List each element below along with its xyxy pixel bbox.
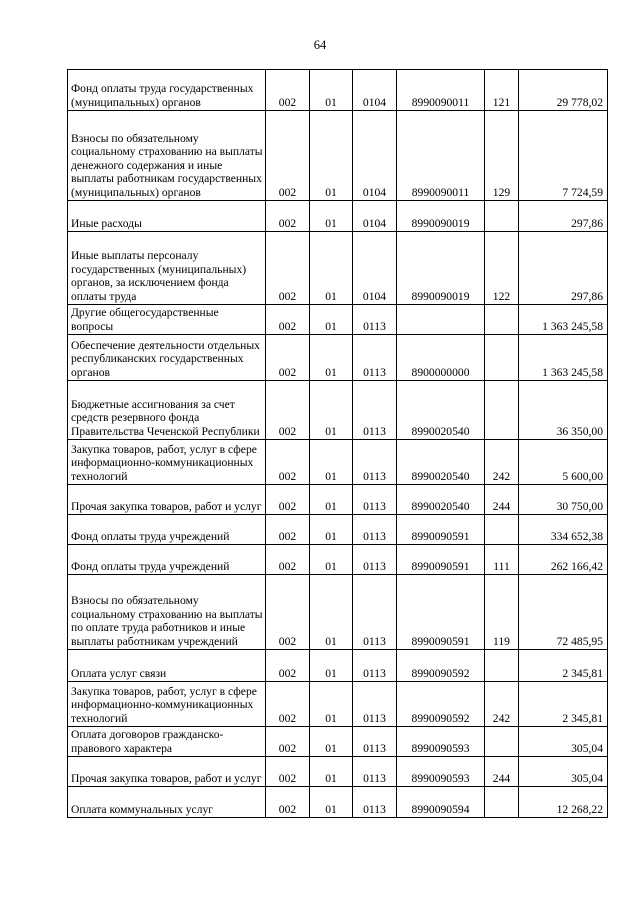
row-pr: 0113	[353, 440, 397, 485]
row-ved: 002	[266, 515, 310, 545]
table-row	[68, 201, 608, 232]
row-pr: 0113	[353, 515, 397, 545]
row-csr: 8990090592	[397, 682, 485, 727]
table-row	[68, 232, 608, 305]
row-vr	[485, 515, 519, 545]
row-rz: 01	[310, 485, 353, 515]
table-row	[68, 650, 608, 682]
table-row	[68, 575, 608, 650]
row-sum: 30 750,00	[519, 485, 608, 515]
table-row	[68, 757, 608, 787]
row-sum: 262 166,42	[519, 545, 608, 575]
table-row	[68, 335, 608, 381]
table-row	[68, 381, 608, 440]
table-row	[68, 682, 608, 727]
row-ved: 002	[266, 305, 310, 335]
row-csr: 8990090019	[397, 201, 485, 232]
row-name: Бюджетные ассигнования за счет средств резервного фонда Правительства Чеченской Республики	[68, 381, 266, 440]
row-rz: 01	[310, 381, 353, 440]
table-row	[68, 485, 608, 515]
row-name: Закупка товаров, работ, услуг в сфере информационно-коммуникационных технологий	[68, 682, 266, 727]
page-number: 64	[313, 38, 327, 52]
row-csr: 8990090019	[397, 232, 485, 305]
row-csr: 8990090591	[397, 515, 485, 545]
row-sum: 297,86	[519, 201, 608, 232]
row-rz: 01	[310, 650, 353, 682]
row-name: Прочая закупка товаров, работ и услуг	[68, 485, 266, 515]
row-rz: 01	[310, 440, 353, 485]
row-name: Фонд оплаты труда государственных (муниципальных) органов	[68, 70, 266, 111]
row-ved: 002	[266, 757, 310, 787]
row-rz: 01	[310, 335, 353, 381]
row-ved: 002	[266, 111, 310, 201]
row-vr	[485, 381, 519, 440]
row-pr: 0104	[353, 232, 397, 305]
row-rz: 01	[310, 201, 353, 232]
row-rz: 01	[310, 305, 353, 335]
row-csr: 8990090593	[397, 757, 485, 787]
row-vr: 122	[485, 232, 519, 305]
row-vr: 244	[485, 757, 519, 787]
row-pr: 0113	[353, 757, 397, 787]
row-name: Другие общегосударственные вопросы	[68, 305, 266, 335]
row-name: Закупка товаров, работ, услуг в сфере информационно-коммуникационных технологий	[68, 440, 266, 485]
row-pr: 0113	[353, 787, 397, 818]
row-vr: 244	[485, 485, 519, 515]
row-name: Обеспечение деятельности отдельных республиканских государственных органов	[68, 335, 266, 381]
row-csr: 8990020540	[397, 440, 485, 485]
row-name: Оплата договоров гражданско-правового характера	[68, 727, 266, 757]
row-ved: 002	[266, 682, 310, 727]
row-pr: 0104	[353, 111, 397, 201]
row-csr: 8990020540	[397, 485, 485, 515]
row-rz: 01	[310, 682, 353, 727]
row-csr: 8900000000	[397, 335, 485, 381]
row-name: Взносы по обязательному социальному страхованию на выплаты по оплате труда работников и иные выплаты работникам учреждений	[68, 575, 266, 650]
row-pr: 0113	[353, 305, 397, 335]
table-row	[68, 440, 608, 485]
row-ved: 002	[266, 485, 310, 515]
row-vr: 121	[485, 70, 519, 111]
row-sum: 305,04	[519, 727, 608, 757]
row-sum: 1 363 245,58	[519, 335, 608, 381]
row-rz: 01	[310, 727, 353, 757]
row-name: Взносы по обязательному социальному страхованию на выплаты денежного содержания и иные выплаты работникам государственных (муниципальных) органов	[68, 111, 266, 201]
row-sum: 305,04	[519, 757, 608, 787]
row-pr: 0113	[353, 335, 397, 381]
row-name: Оплата коммунальных услуг	[68, 787, 266, 818]
table-row	[68, 727, 608, 757]
row-csr: 8990090591	[397, 545, 485, 575]
row-pr: 0113	[353, 727, 397, 757]
row-name: Иные выплаты персоналу государственных (муниципальных) органов, за исключением фонда оплаты труда	[68, 232, 266, 305]
row-vr: 242	[485, 440, 519, 485]
row-csr: 8990090011	[397, 70, 485, 111]
row-csr: 8990090592	[397, 650, 485, 682]
row-vr: 111	[485, 545, 519, 575]
row-ved: 002	[266, 575, 310, 650]
budget-table	[67, 69, 608, 818]
row-ved: 002	[266, 70, 310, 111]
row-sum: 36 350,00	[519, 381, 608, 440]
row-vr	[485, 201, 519, 232]
row-vr: 119	[485, 575, 519, 650]
row-pr: 0113	[353, 381, 397, 440]
table-row	[68, 515, 608, 545]
row-vr	[485, 650, 519, 682]
row-csr: 8990020540	[397, 381, 485, 440]
table-row	[68, 545, 608, 575]
row-pr: 0113	[353, 682, 397, 727]
row-rz: 01	[310, 545, 353, 575]
row-pr: 0104	[353, 70, 397, 111]
row-sum: 1 363 245,58	[519, 305, 608, 335]
row-rz: 01	[310, 515, 353, 545]
row-sum: 29 778,02	[519, 70, 608, 111]
row-vr: 129	[485, 111, 519, 201]
row-pr: 0113	[353, 575, 397, 650]
row-ved: 002	[266, 545, 310, 575]
row-ved: 002	[266, 787, 310, 818]
row-name: Фонд оплаты труда учреждений	[68, 515, 266, 545]
row-name: Фонд оплаты труда учреждений	[68, 545, 266, 575]
row-ved: 002	[266, 232, 310, 305]
row-name: Оплата услуг связи	[68, 650, 266, 682]
row-csr: 8990090594	[397, 787, 485, 818]
table-row	[68, 305, 608, 335]
row-vr: 242	[485, 682, 519, 727]
row-ved: 002	[266, 650, 310, 682]
table-row	[68, 111, 608, 201]
row-name: Прочая закупка товаров, работ и услуг	[68, 757, 266, 787]
row-rz: 01	[310, 757, 353, 787]
row-vr	[485, 787, 519, 818]
table-row	[68, 787, 608, 818]
row-pr: 0113	[353, 545, 397, 575]
row-rz: 01	[310, 787, 353, 818]
row-sum: 2 345,81	[519, 682, 608, 727]
table-row	[68, 70, 608, 111]
row-csr: 8990090593	[397, 727, 485, 757]
row-name: Иные расходы	[68, 201, 266, 232]
row-sum: 5 600,00	[519, 440, 608, 485]
row-sum: 2 345,81	[519, 650, 608, 682]
row-csr: 8990090011	[397, 111, 485, 201]
row-rz: 01	[310, 575, 353, 650]
row-sum: 297,86	[519, 232, 608, 305]
row-ved: 002	[266, 440, 310, 485]
row-rz: 01	[310, 232, 353, 305]
row-sum: 72 485,95	[519, 575, 608, 650]
row-ved: 002	[266, 727, 310, 757]
row-pr: 0113	[353, 485, 397, 515]
row-csr	[397, 305, 485, 335]
row-sum: 12 268,22	[519, 787, 608, 818]
row-sum: 7 724,59	[519, 111, 608, 201]
row-vr	[485, 335, 519, 381]
row-ved: 002	[266, 381, 310, 440]
row-csr: 8990090591	[397, 575, 485, 650]
row-sum: 334 652,38	[519, 515, 608, 545]
row-ved: 002	[266, 201, 310, 232]
row-vr	[485, 305, 519, 335]
row-pr: 0104	[353, 201, 397, 232]
row-vr	[485, 727, 519, 757]
row-pr: 0113	[353, 650, 397, 682]
row-rz: 01	[310, 70, 353, 111]
row-ved: 002	[266, 335, 310, 381]
row-rz: 01	[310, 111, 353, 201]
